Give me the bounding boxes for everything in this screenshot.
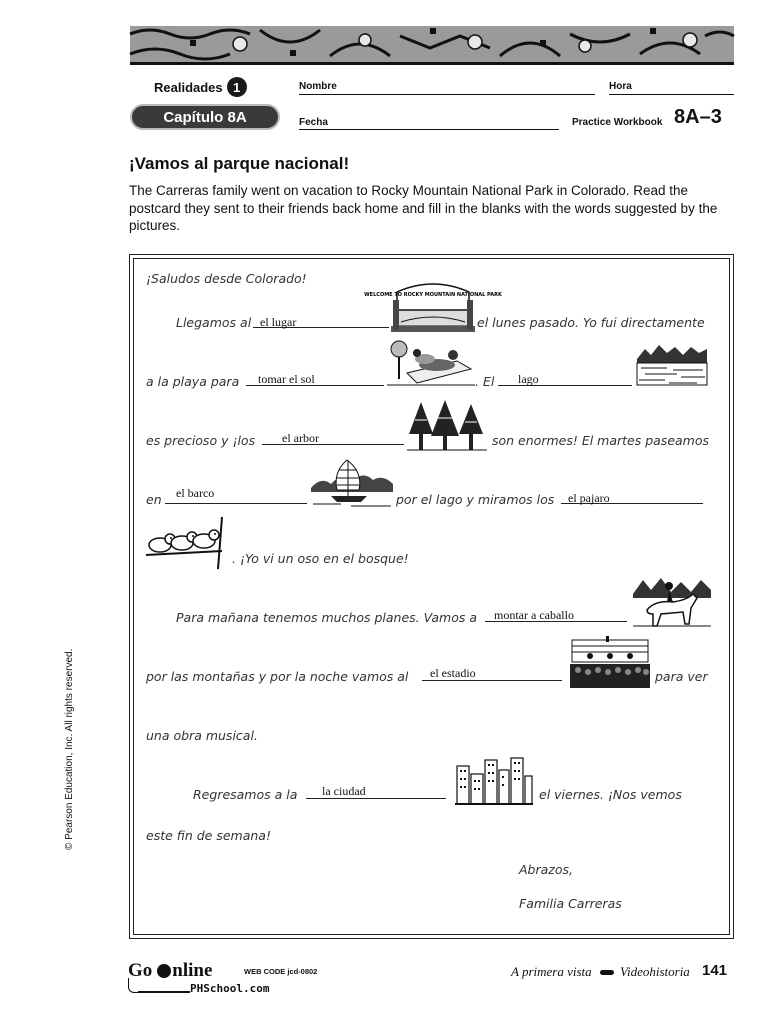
sentence-5: . ¡Yo vi un oso en el bosque! [232,551,409,566]
sentence-4-end: por el lago y miramos los [396,492,555,507]
hour-field[interactable] [609,94,734,95]
sentence-7-end: para ver [655,669,708,684]
sunbathing-picture [387,339,475,392]
date-field[interactable] [299,129,559,130]
hour-label: Hora [609,81,632,92]
footer-section: A primera vista [511,964,592,979]
trees-picture [407,400,487,457]
date-label: Fecha [299,117,328,128]
answer-4: el arbor [282,431,319,445]
sentence-7-start: por las montañas y por la noche vamos al [146,669,409,684]
workbook-label: Practice Workbook [572,117,663,128]
postcard-signature: Familia Carreras [519,896,622,911]
name-field[interactable] [299,94,595,95]
answer-8: el estadio [430,666,476,680]
go-online-word-1: Go [128,960,153,981]
go-online-word-2: nline [172,960,213,981]
sentence-1-end: el lunes pasado. Yo fui directamente [477,315,705,330]
footer-subsection: Videohistoria [620,964,690,979]
activity-title: ¡Vamos al parque nacional! [129,154,350,173]
sentence-10: este fin de semana! [146,828,271,843]
birds-picture [146,517,228,574]
copyright-text: © Pearson Education, Inc. All rights reserved. [64,648,75,850]
answer-5: el barco [176,486,215,500]
sentence-2-mid: . El [475,374,495,389]
lake-picture [637,341,707,394]
header-rule [130,62,734,65]
sentence-9-end: el viernes. ¡Nos vemos [539,787,682,802]
sentence-1-start: Llegamos al [176,315,252,330]
answer-6: el pajaro [568,491,610,505]
name-label: Nombre [299,81,337,92]
phschool-link[interactable]: PHSchool.com [190,982,270,995]
sentence-6-start: Para mañana tenemos muchos planes. Vamos a [176,610,478,625]
park-sign-text: WELCOME TO ROCKY MOUNTAIN NATIONAL PARK [364,292,502,298]
sentence-3-end: son enormes! El martes paseamos [492,433,710,448]
brand-name: Realidades [154,79,223,95]
workbook-code: 8A–3 [674,106,722,128]
horseback-riding-picture [633,576,711,633]
city-picture [455,756,533,811]
sentence-9-start: Regresamos a la [193,787,298,802]
globe-icon [157,964,171,978]
go-online-logo [128,960,212,982]
web-code: WEB CODE jcd-0802 [244,967,318,976]
chapter-badge: Capítulo 8A [130,104,280,130]
sentence-4-start: en [146,492,162,507]
sentence-3-start: es precioso y ¡los [146,433,256,448]
activity-instructions: The Carreras family went on vacation to Rocky Mountain National Park in Colorado. Read the postcard they sent to their friends back home and fill in the blanks with the words suggested by the pictures. [129,183,718,233]
sentence-2-start: a la playa para [146,374,240,389]
sailboat-picture [311,458,393,515]
footer-separator [600,970,614,975]
page-number: 141 [702,962,728,979]
answer-2: tomar el sol [258,372,315,386]
answer-7: montar a caballo [494,608,574,622]
park-sign-picture [364,282,502,337]
postcard-closing: Abrazos, [519,862,573,877]
header-banner [130,26,734,62]
answer-1: el lugar [260,315,297,329]
sentence-8: una obra musical. [146,728,258,743]
go-online-underline [138,991,190,993]
answer-3: lago [518,372,539,386]
level-badge: 1 [227,77,247,97]
stadium-picture [570,636,650,693]
postcard-greeting: ¡Saludos desde Colorado! [146,271,307,286]
answer-9: la ciudad [322,784,366,798]
brand-logo [154,77,247,97]
